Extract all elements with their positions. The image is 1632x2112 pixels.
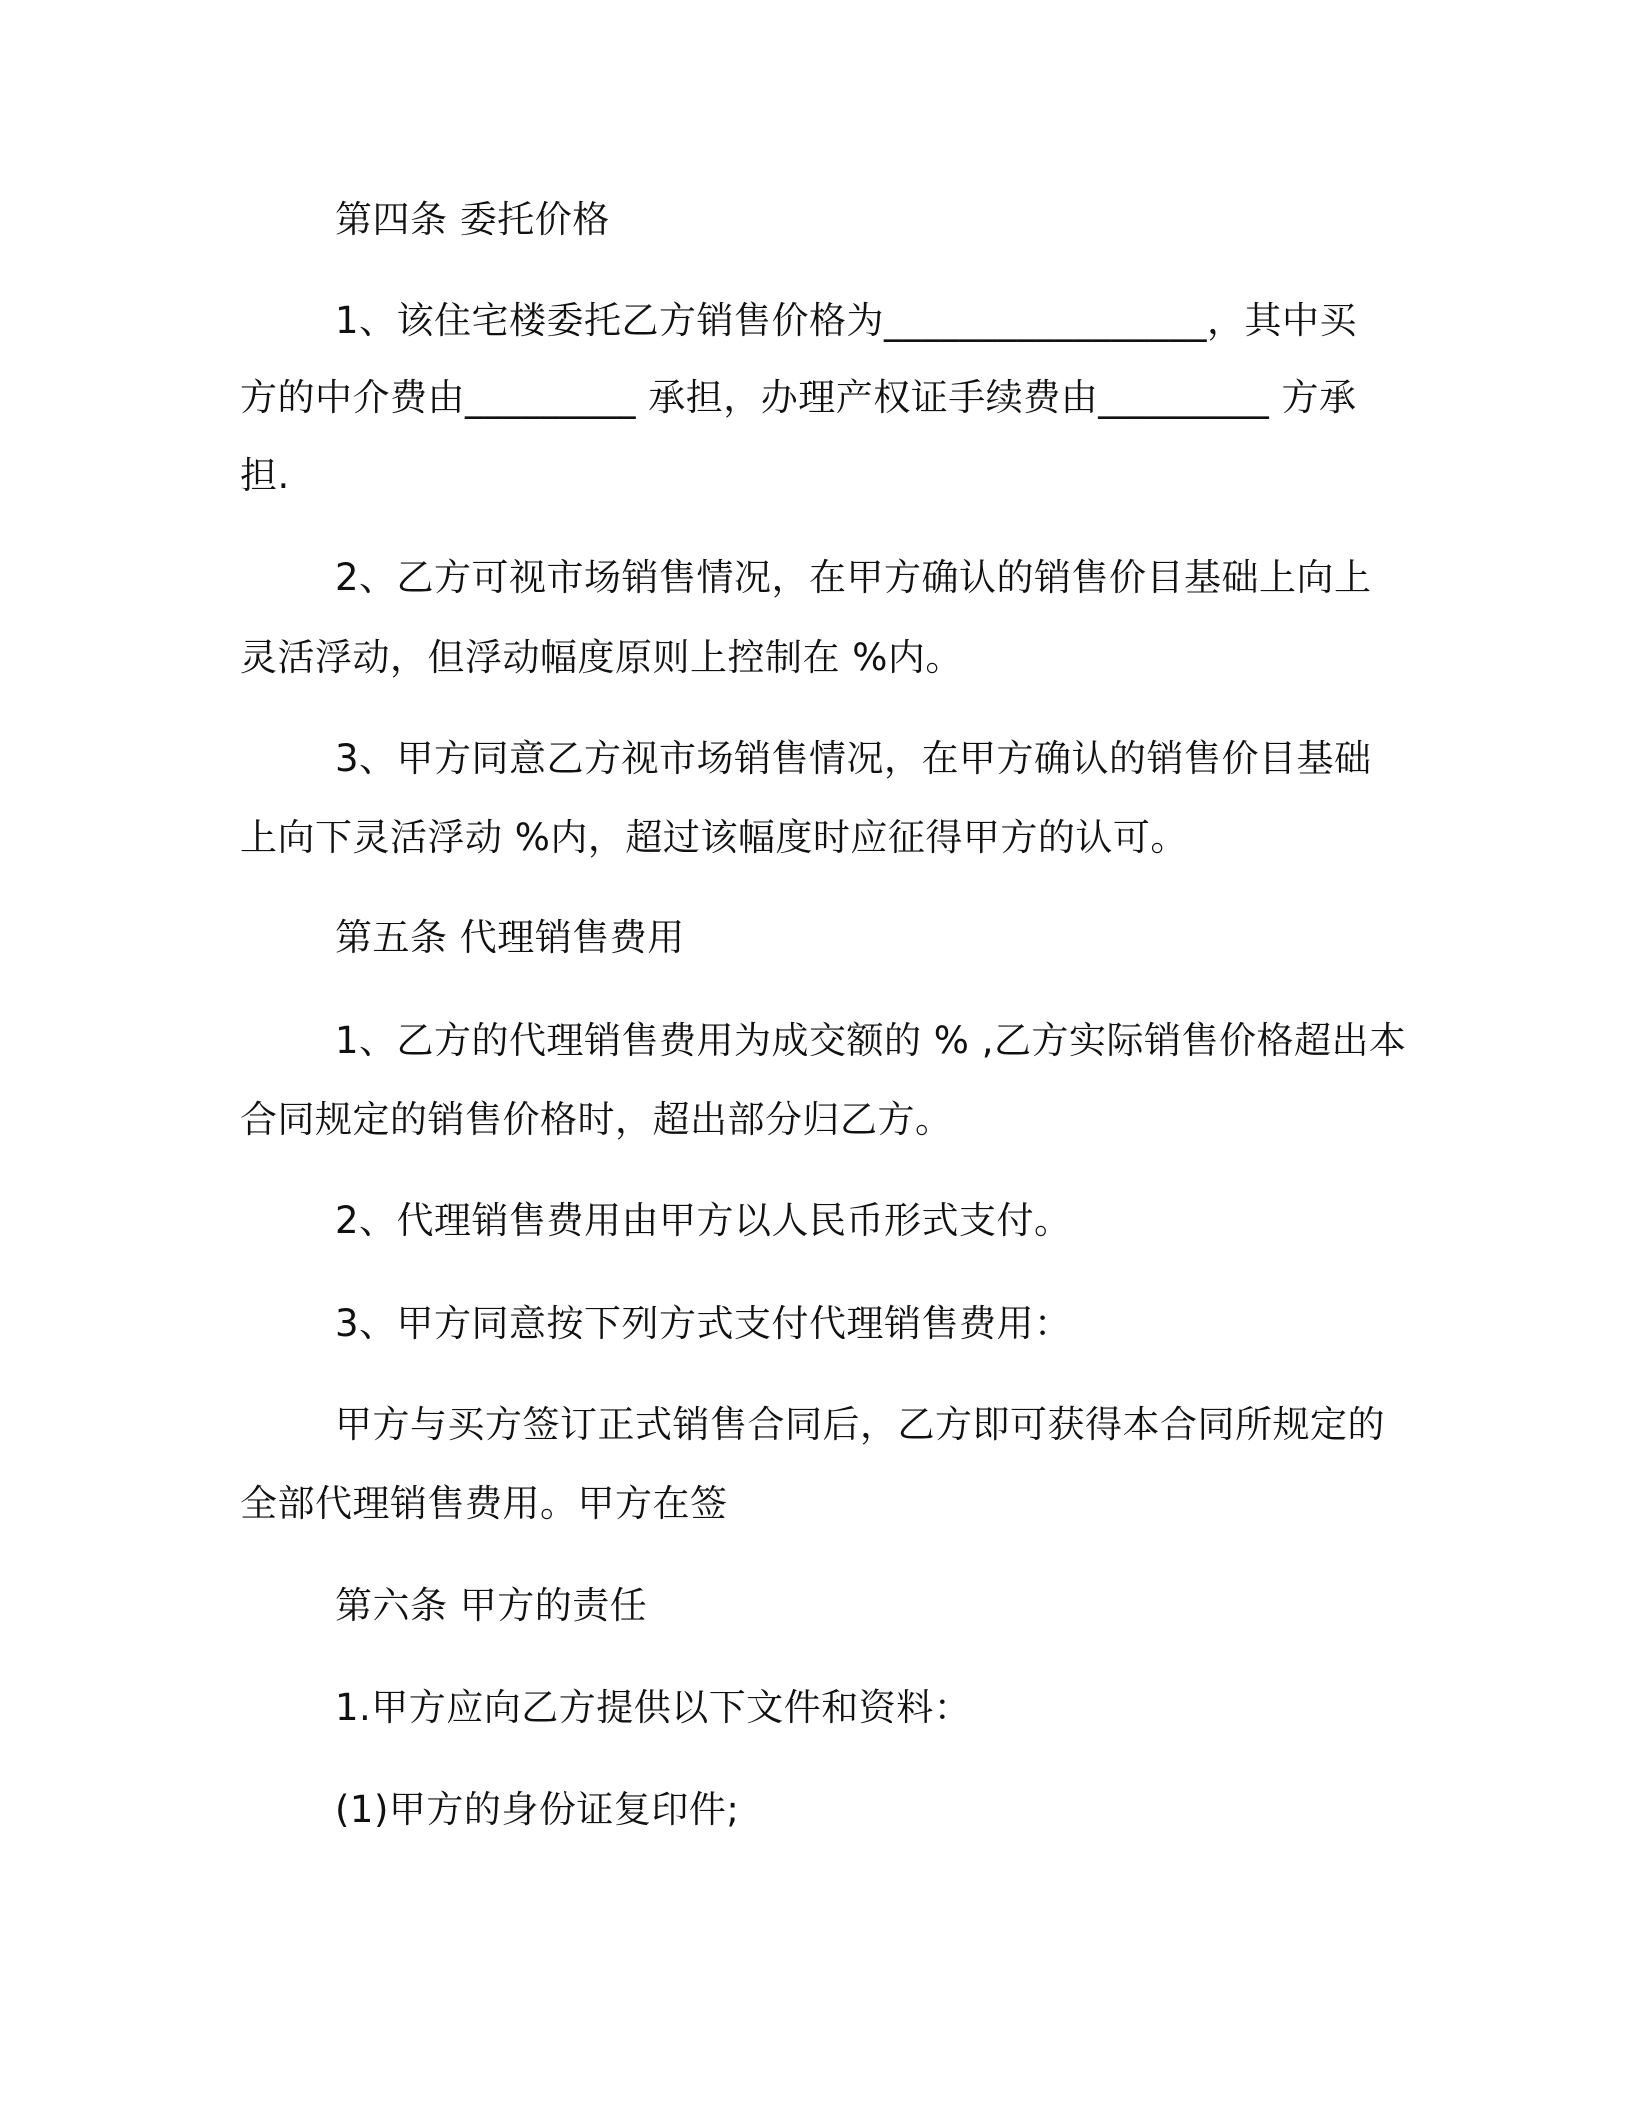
article-6-heading: 第六条 甲方的责任 (335, 1584, 648, 1627)
paragraph-line: 灵活浮动，但浮动幅度原则上控制在 %内。 (240, 636, 963, 679)
paragraph-line: 方的中介费由_________ 承担，办理产权证手续费由_________ 方承 (240, 376, 1357, 419)
article-4-heading: 第四条 委托价格 (335, 198, 610, 241)
paragraph-line: 3、甲方同意乙方视市场销售情况，在甲方确认的销售价目基础 (335, 737, 1372, 780)
paragraph-line: 上向下灵活浮动 %内，超过该幅度时应征得甲方的认可。 (240, 816, 1188, 859)
paragraph-line: (1)甲方的身份证复印件; (335, 1788, 740, 1831)
paragraph-line: 2、代理销售费用由甲方以人民币形式支付。 (335, 1199, 1072, 1242)
paragraph-line: 担. (240, 454, 290, 497)
paragraph-line: 1.甲方应向乙方提供以下文件和资料： (335, 1686, 972, 1729)
paragraph-line: 合同规定的销售价格时，超出部分归乙方。 (240, 1098, 953, 1141)
paragraph-line: 甲方与买方签订正式销售合同后，乙方即可获得本合同所规定的 (335, 1403, 1385, 1446)
paragraph-line: 1、乙方的代理销售费用为成交额的 % ,乙方实际销售价格超出本 (335, 1019, 1407, 1062)
paragraph-line: 全部代理销售费用。甲方在签 (240, 1482, 728, 1525)
article-5-heading: 第五条 代理销售费用 (335, 916, 685, 959)
paragraph-line: 3、甲方同意按下列方式支付代理销售费用： (335, 1302, 1072, 1345)
paragraph-line: 2、乙方可视市场销售情况，在甲方确认的销售价目基础上向上 (335, 556, 1372, 599)
paragraph-line: 1、该住宅楼委托乙方销售价格为_________________，其中买 (335, 299, 1358, 342)
